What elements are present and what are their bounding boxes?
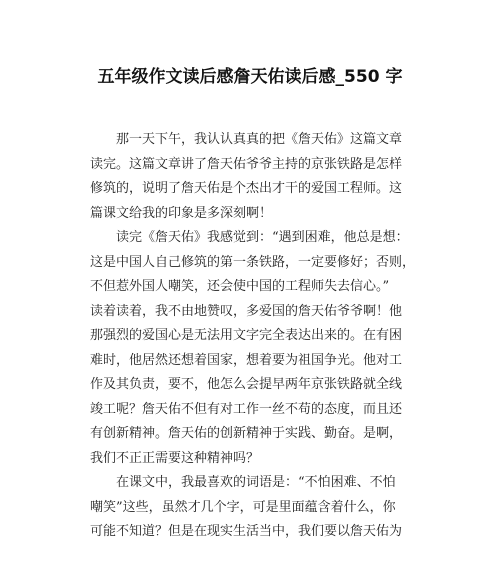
- body-line: 篇课文给我的印象是多深刻啊！: [90, 205, 273, 221]
- body-line: 可能不知道？但是在现实生活当中，我们要以詹天佑为: [90, 524, 403, 539]
- body-line: 这是中国人自己修筑的第一条铁路，一定要修好；否则，: [90, 254, 416, 270]
- body-line: 嘲笑”这些，虽然才几个字，可是里面蕴含着什么，你: [90, 499, 396, 515]
- body-line: 我们不正正需要这种精神吗？: [90, 450, 260, 466]
- body-line: 那一天下午，我认认真真的把《詹天佑》这篇文章: [116, 132, 403, 147]
- body-line: 读完《詹天佑》我感觉到：“遇到困难，他总是想：: [116, 230, 409, 245]
- body-line: 在课文中，我最喜欢的词语是：“不怕困难、不怕: [116, 475, 396, 490]
- body-line: 有创新精神。詹天佑的创新精神于实践、勤奋。是啊，: [90, 426, 403, 441]
- body-line: 难时，他居然还想着国家，想着要为祖国争光。他对工: [90, 352, 403, 368]
- body-line: 竣工呢？詹天佑不但有对工作一丝不苟的态度，而且还: [90, 401, 403, 417]
- document-body: [90, 128, 430, 545]
- body-line: 不但惹外国人嘲笑，还会使中国的工程师失去信心。”: [90, 279, 390, 294]
- body-line: 读完。这篇文章讲了詹天佑爷爷主持的京张铁路是怎样: [90, 156, 403, 172]
- body-line: 读着读着，我不由地赞叹，多爱国的詹天佑爷爷啊！他: [90, 303, 403, 319]
- body-line: 那强烈的爱国心是无法用文字完全表达出来的。在有困: [90, 328, 403, 343]
- body-line: 作及其负责，要不，他怎么会提早两年京张铁路就全线: [90, 377, 403, 392]
- body-line: 修筑的，说明了詹天佑是个杰出才干的爱国工程师。这: [90, 181, 403, 196]
- document-title: 五年级作文读后感詹天佑读后感_550 字: [97, 67, 403, 87]
